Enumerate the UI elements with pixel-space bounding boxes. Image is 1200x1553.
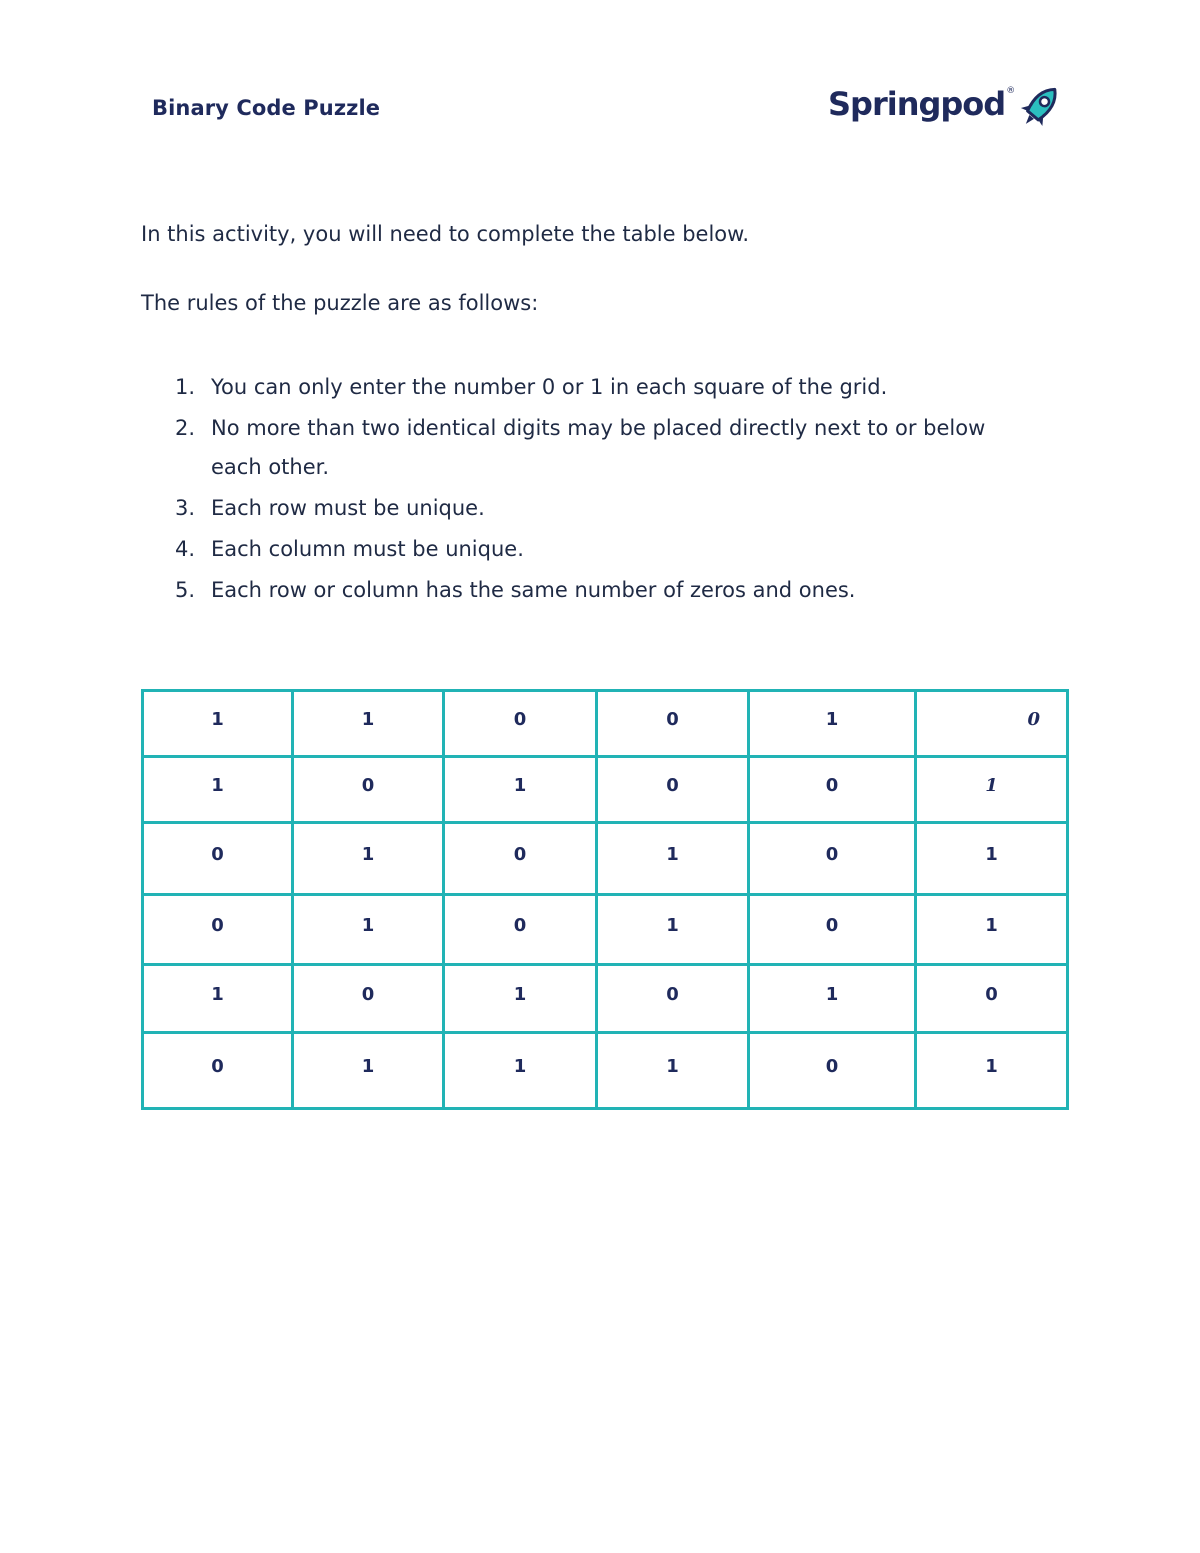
grid-cell[interactable]: 0 — [143, 1033, 293, 1109]
rule-text: Each row must be unique. — [211, 496, 485, 520]
rule-text: No more than two identical digits may be placed directly next to or below each other. — [211, 416, 986, 479]
grid-cell[interactable]: 0 — [916, 691, 1068, 757]
grid-cell[interactable]: 1 — [293, 895, 444, 965]
grid-cell[interactable]: 0 — [597, 757, 749, 823]
grid-cell[interactable]: 1 — [916, 757, 1068, 823]
rule-number: 2. — [175, 416, 196, 440]
grid-cell[interactable]: 1 — [444, 757, 597, 823]
grid-cell[interactable]: 0 — [597, 691, 749, 757]
grid-cell[interactable]: 0 — [293, 757, 444, 823]
grid-cell[interactable]: 1 — [143, 757, 293, 823]
grid-cell[interactable]: 1 — [597, 895, 749, 965]
grid-cell[interactable]: 1 — [444, 965, 597, 1033]
grid-cell[interactable]: 0 — [143, 895, 293, 965]
rule-text: Each row or column has the same number of zeros and ones. — [211, 578, 856, 602]
grid-row — [143, 691, 1068, 757]
rocket-icon — [1013, 80, 1067, 134]
grid-cell[interactable]: 1 — [293, 1033, 444, 1109]
grid-cell[interactable]: 1 — [444, 1033, 597, 1109]
rule-text: Each column must be unique. — [211, 537, 524, 561]
grid-row — [143, 1033, 1068, 1109]
grid-cell[interactable]: 1 — [143, 691, 293, 757]
grid-cell[interactable]: 0 — [597, 965, 749, 1033]
rule-number: 3. — [175, 496, 196, 520]
grid-row — [143, 965, 1068, 1033]
rule-item — [175, 571, 1015, 610]
grid-cell[interactable]: 1 — [293, 691, 444, 757]
rule-item — [175, 530, 1015, 569]
rule-item — [175, 489, 1015, 528]
rule-number: 1. — [175, 375, 196, 399]
grid-cell[interactable]: 0 — [749, 757, 916, 823]
binary-puzzle-grid — [141, 689, 1069, 1110]
grid-cell[interactable]: 0 — [444, 895, 597, 965]
intro-text: In this activity, you will need to complete the table below. — [141, 222, 750, 246]
grid-cell[interactable]: 1 — [749, 691, 916, 757]
rule-text: You can only enter the number 0 or 1 in each square of the grid. — [211, 375, 888, 399]
grid-cell[interactable]: 1 — [749, 965, 916, 1033]
logo-registered-mark: ® — [1006, 86, 1016, 96]
rules-lead-text: The rules of the puzzle are as follows: — [141, 291, 539, 315]
logo-wordmark: Springpod — [828, 85, 1006, 123]
rule-number: 4. — [175, 537, 196, 561]
grid-cell[interactable]: 0 — [749, 823, 916, 895]
document-title: Binary Code Puzzle — [152, 96, 381, 120]
grid-cell[interactable]: 1 — [597, 1033, 749, 1109]
grid-cell[interactable]: 0 — [143, 823, 293, 895]
grid-row — [143, 823, 1068, 895]
grid-cell[interactable]: 0 — [749, 1033, 916, 1109]
grid-cell[interactable]: 1 — [143, 965, 293, 1033]
springpod-logo — [828, 82, 1067, 134]
rules-list — [175, 368, 1015, 612]
grid-cell[interactable]: 1 — [916, 823, 1068, 895]
grid-cell[interactable]: 0 — [916, 965, 1068, 1033]
grid-row — [143, 757, 1068, 823]
grid-cell[interactable]: 1 — [916, 895, 1068, 965]
grid-cell[interactable]: 1 — [293, 823, 444, 895]
grid-cell[interactable]: 0 — [293, 965, 444, 1033]
rule-number: 5. — [175, 578, 196, 602]
grid-cell[interactable]: 0 — [444, 823, 597, 895]
rule-item — [175, 368, 1015, 407]
grid-row — [143, 895, 1068, 965]
grid-cell[interactable]: 0 — [749, 895, 916, 965]
grid-cell[interactable]: 0 — [444, 691, 597, 757]
grid-cell[interactable]: 1 — [597, 823, 749, 895]
grid-cell[interactable]: 1 — [916, 1033, 1068, 1109]
rule-item — [175, 409, 1015, 487]
